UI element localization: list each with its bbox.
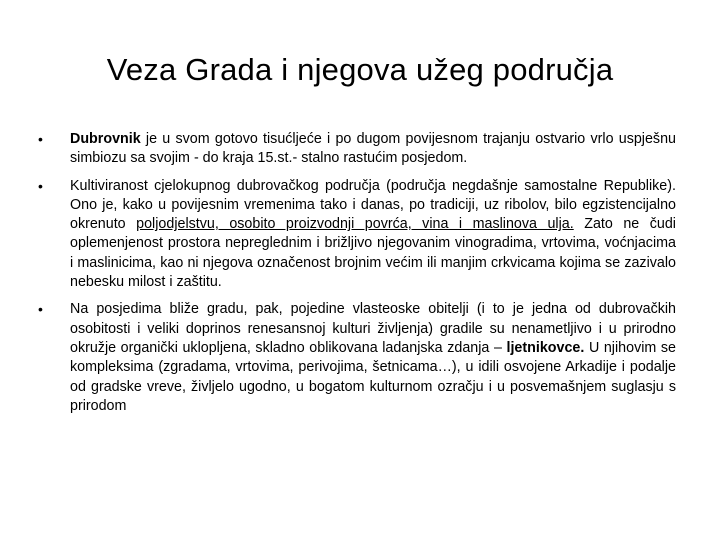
bullet-marker: • bbox=[38, 301, 43, 318]
slide-title: Veza Grada i njegova užeg područja bbox=[106, 52, 614, 87]
bullet-text-after: Zato ne čudi oplemenjenost prostora nepreglednim i brižljivo njegovanim vinogradima, vrtovima, voćnjacima i maslinicima, kao ni njegova označenost brojnim većim ili manjim crkvicama kojima se zazivalo nebesku milost i zaštitu. bbox=[70, 216, 676, 291]
bullet-text-before: Kultiviranost cjelokupnog dubrovačkog područja (područja negdašnje samostalne Republike). Ono je, kako u povijesnim vremenima tako i danas, po tradiciji, uz ribolov, bilo egzistencijalno okrenuto bbox=[70, 177, 676, 233]
bullet-marker: • bbox=[38, 177, 43, 194]
bullet-list bbox=[38, 130, 676, 424]
bullet-text-before: Na posjedima bliže gradu, pak, pojedine vlasteoske obitelji (i to je jedna od dubrovačkih osobitosti i veliki doprinos renesansnoj kulturi življenja) gradile su nenametljivo i u prirodno okružje organički uklopljena, skladno oblikovana ladanjska zdanja – bbox=[70, 301, 676, 356]
bullet-underlined-text: poljodjelstvu, osobito proizvodnji povrća, vina i maslinova ulja. bbox=[136, 216, 574, 233]
bullet-item-kultiviranost bbox=[38, 177, 676, 293]
bullet-bold-term: ljetnikovce. bbox=[506, 339, 585, 356]
bullet-item-posjedi bbox=[38, 300, 676, 416]
bullet-text-after: U njihovim se kompleksima (zgradama, vrtovima, perivojima, šetnicama…), u idili osvojene Arkadije i podalje od gradske vreve, življelo ugodno, u bogatom kulturnom ozračju i u posvemašnjem suglasju s prirodom bbox=[70, 339, 676, 414]
bullet-item-dubrovnik bbox=[38, 130, 676, 169]
bullet-marker: • bbox=[38, 131, 43, 147]
bullet-text: je u svom gotovo tisućljeće i po dugom povijesnom trajanju ostvario vrlo uspješnu simbiozu sa svojim - do kraja 15.st.- stalno rastućim posjedom. bbox=[70, 131, 676, 167]
bullet-bold-lead: Dubrovnik bbox=[70, 131, 141, 147]
